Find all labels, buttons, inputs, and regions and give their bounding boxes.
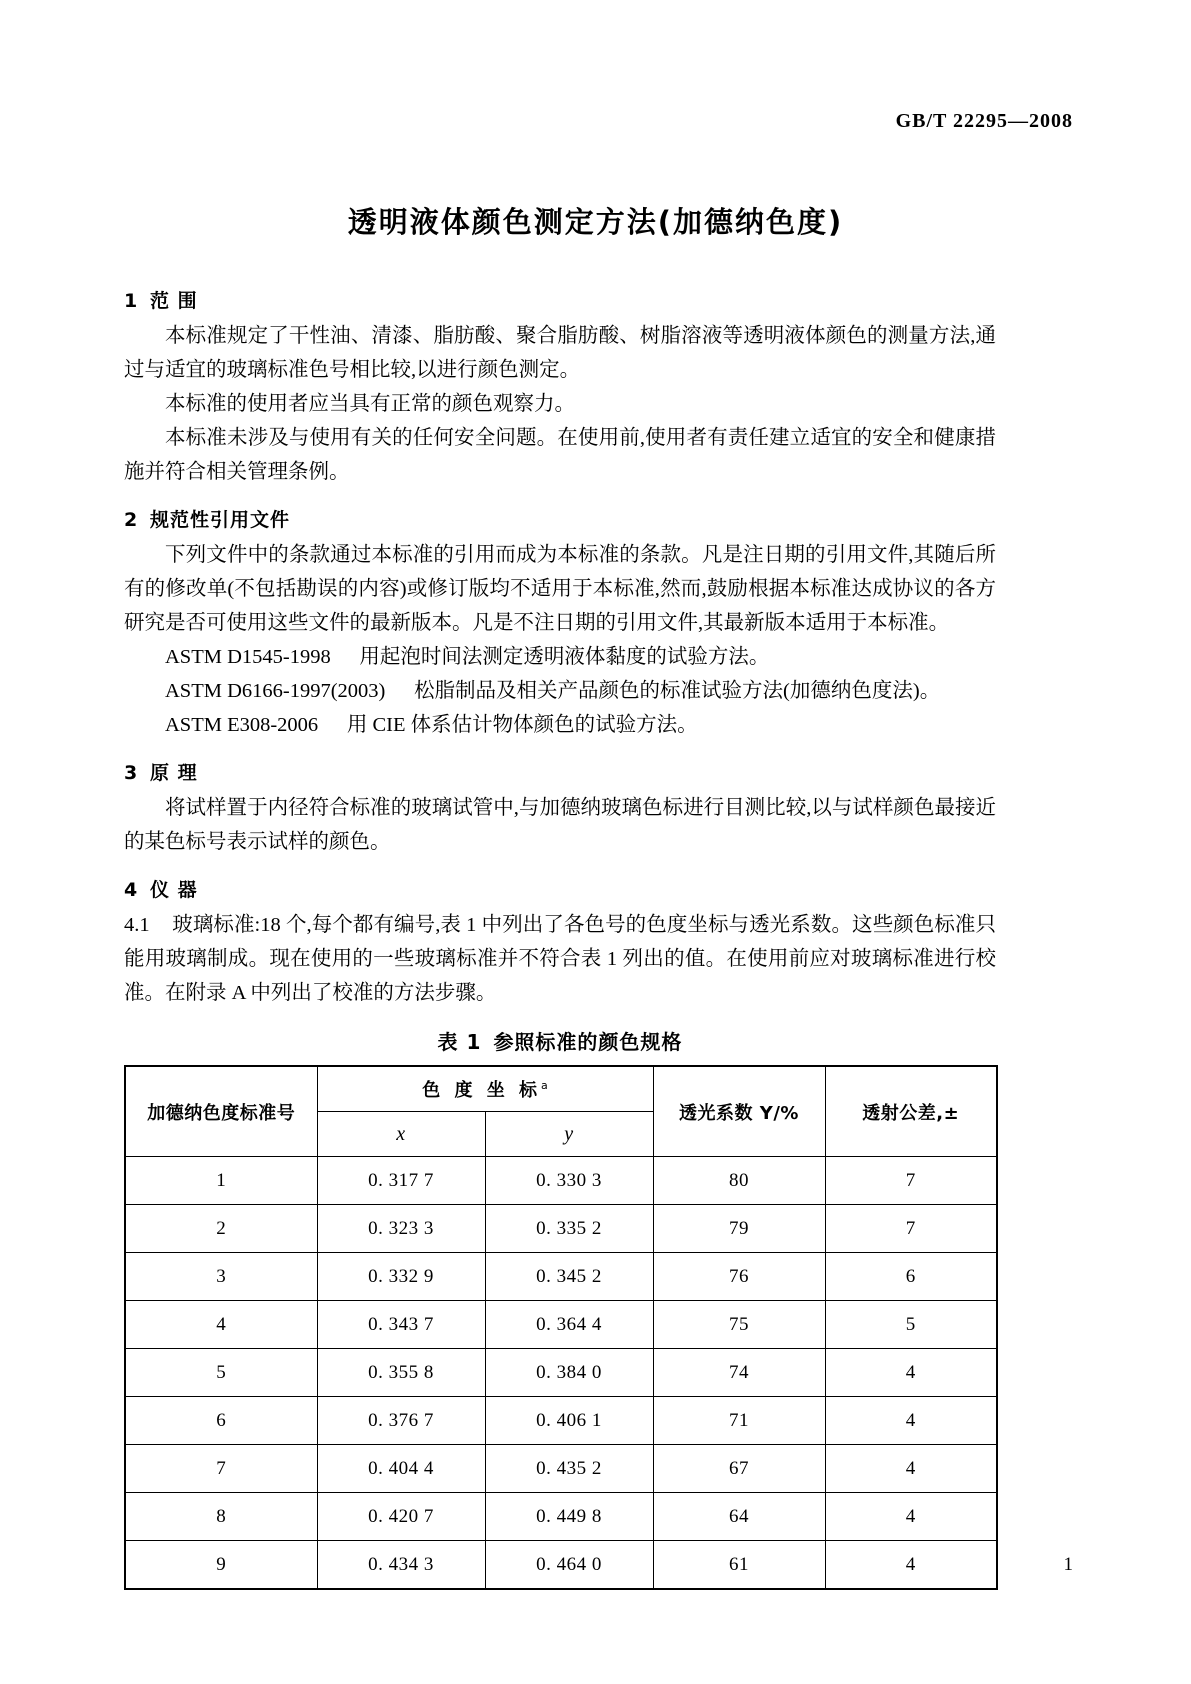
section-1-paragraph-3: 本标准未涉及与使用有关的任何安全问题。在使用前,使用者有责任建立适宜的安全和健康措施并符合相关管理条例。 bbox=[124, 427, 996, 483]
section-4-heading bbox=[124, 881, 996, 900]
section-3-heading bbox=[124, 764, 996, 783]
section-2-paragraph-1: 下列文件中的条款通过本标准的引用而成为本标准的条款。凡是注日期的引用文件,其随后所有的修改单(不包括勘误的内容)或修订版均不适用于本标准,然而,鼓励根据本标准达成协议的各方研究是否可使用这些文件的最新版本。凡是不注日期的引用文件,其最新版本适用于本标准。 bbox=[124, 544, 996, 634]
cell-y: 0. 384 0 bbox=[485, 1349, 653, 1397]
document-title: 透明液体颜色测定方法(加德纳色度) bbox=[347, 205, 844, 239]
cell-standard-number: 4 bbox=[125, 1301, 317, 1349]
cell-x: 0. 323 3 bbox=[317, 1205, 485, 1253]
reference-item bbox=[124, 640, 996, 674]
cell-x: 0. 332 9 bbox=[317, 1253, 485, 1301]
cell-standard-number: 7 bbox=[125, 1445, 317, 1493]
cell-tolerance: 7 bbox=[825, 1157, 997, 1205]
clause-4-1-number: 4.1 bbox=[124, 914, 150, 936]
table-row bbox=[125, 1541, 997, 1590]
section-1-paragraph-2: 本标准的使用者应当具有正常的颜色观察力。 bbox=[165, 393, 575, 415]
table-row bbox=[125, 1205, 997, 1253]
section-2-title: 规范性引用文件 bbox=[150, 509, 291, 531]
header-chromaticity-footnote-marker: a bbox=[541, 1079, 548, 1092]
cell-x: 0. 376 7 bbox=[317, 1397, 485, 1445]
page-number: 1 bbox=[1063, 1554, 1073, 1575]
cell-transmittance: 75 bbox=[653, 1301, 825, 1349]
cell-tolerance: 4 bbox=[825, 1397, 997, 1445]
section-3-number: 3 bbox=[124, 762, 139, 784]
reference-code: ASTM D6166-1997(2003) bbox=[165, 680, 386, 702]
table-1-label: 表 1 bbox=[437, 1030, 482, 1054]
cell-y: 0. 330 3 bbox=[485, 1157, 653, 1205]
table-row bbox=[125, 1349, 997, 1397]
section-1-heading bbox=[124, 292, 996, 311]
cell-standard-number: 6 bbox=[125, 1397, 317, 1445]
header-y-coordinate: y bbox=[485, 1112, 653, 1157]
cell-tolerance: 5 bbox=[825, 1301, 997, 1349]
clause-4-1-text: 玻璃标准:18 个,每个都有编号,表 1 中列出了各色号的色度坐标与透光系数。这些颜色标准只能用玻璃制成。现在使用的一些玻璃标准并不符合表 1 列出的值。在使用前应对玻璃标准进行校准。在附录 A 中列出了校准的方法步骤。 bbox=[124, 914, 996, 1004]
cell-y: 0. 406 1 bbox=[485, 1397, 653, 1445]
section-2-normative-references bbox=[124, 511, 996, 530]
cell-transmittance: 79 bbox=[653, 1205, 825, 1253]
table-body bbox=[125, 1157, 997, 1590]
cell-tolerance: 4 bbox=[825, 1445, 997, 1493]
reference-description: 用起泡时间法测定透明液体黏度的试验方法。 bbox=[359, 646, 770, 668]
cell-standard-number: 1 bbox=[125, 1157, 317, 1205]
cell-x: 0. 355 8 bbox=[317, 1349, 485, 1397]
reference-item bbox=[124, 708, 996, 742]
cell-standard-number: 9 bbox=[125, 1541, 317, 1590]
section-1-title: 范 围 bbox=[150, 290, 198, 312]
cell-standard-number: 2 bbox=[125, 1205, 317, 1253]
cell-tolerance: 4 bbox=[825, 1349, 997, 1397]
table-row bbox=[125, 1157, 997, 1205]
cell-x: 0. 420 7 bbox=[317, 1493, 485, 1541]
section-3-paragraph-1: 将试样置于内径符合标准的玻璃试管中,与加德纳玻璃色标进行目测比较,以与试样颜色最接近的某色标号表示试样的颜色。 bbox=[124, 797, 996, 853]
header-transmittance: 透光系数 Y/% bbox=[653, 1066, 825, 1157]
running-header-standard-code: GB/T 22295—2008 bbox=[895, 110, 1073, 132]
cell-y: 0. 364 4 bbox=[485, 1301, 653, 1349]
table-row bbox=[125, 1301, 997, 1349]
reference-description: 用 CIE 体系估计物体颜色的试验方法。 bbox=[346, 714, 698, 736]
reference-code: ASTM D1545-1998 bbox=[165, 646, 331, 668]
reference-item bbox=[124, 674, 996, 708]
reference-code: ASTM E308-2006 bbox=[165, 714, 319, 736]
cell-transmittance: 67 bbox=[653, 1445, 825, 1493]
table-row bbox=[125, 1397, 997, 1445]
section-3-principle bbox=[124, 764, 996, 783]
table-row bbox=[125, 1253, 997, 1301]
table-row bbox=[125, 1493, 997, 1541]
section-1-scope bbox=[124, 292, 996, 311]
section-2-number: 2 bbox=[124, 509, 139, 531]
section-4-title: 仪 器 bbox=[150, 879, 198, 901]
cell-transmittance: 64 bbox=[653, 1493, 825, 1541]
table-header bbox=[125, 1066, 997, 1157]
header-chromaticity-label: 色 度 坐 标 bbox=[422, 1080, 542, 1101]
cell-tolerance: 4 bbox=[825, 1493, 997, 1541]
header-standard-number: 加德纳色度标准号 bbox=[125, 1066, 317, 1157]
section-1-number: 1 bbox=[124, 290, 139, 312]
section-1-paragraph-1: 本标准规定了干性油、清漆、脂肪酸、聚合脂肪酸、树脂溶液等透明液体颜色的测量方法,通过与适宜的玻璃标准色号相比较,以进行颜色测定。 bbox=[124, 325, 996, 381]
cell-transmittance: 76 bbox=[653, 1253, 825, 1301]
table-header-row-1 bbox=[125, 1066, 997, 1112]
table-1-reference-color-specifications bbox=[124, 1065, 998, 1590]
header-chromaticity-coordinates bbox=[317, 1066, 653, 1112]
section-3-title: 原 理 bbox=[150, 762, 198, 784]
section-4-number: 4 bbox=[124, 879, 139, 901]
header-x-coordinate: x bbox=[317, 1112, 485, 1157]
table-1-caption bbox=[124, 1026, 996, 1055]
cell-y: 0. 435 2 bbox=[485, 1445, 653, 1493]
cell-transmittance: 61 bbox=[653, 1541, 825, 1590]
header-transmittance-tolerance: 透射公差,± bbox=[825, 1066, 997, 1157]
reference-description: 松脂制品及相关产品颜色的标准试验方法(加德纳色度法)。 bbox=[414, 680, 941, 702]
section-2-heading bbox=[124, 511, 996, 530]
table-1-title: 参照标准的颜色规格 bbox=[493, 1030, 683, 1054]
cell-x: 0. 317 7 bbox=[317, 1157, 485, 1205]
cell-x: 0. 434 3 bbox=[317, 1541, 485, 1590]
cell-transmittance: 71 bbox=[653, 1397, 825, 1445]
cell-standard-number: 8 bbox=[125, 1493, 317, 1541]
cell-x: 0. 343 7 bbox=[317, 1301, 485, 1349]
cell-standard-number: 3 bbox=[125, 1253, 317, 1301]
section-4-apparatus bbox=[124, 881, 996, 900]
cell-y: 0. 464 0 bbox=[485, 1541, 653, 1590]
cell-transmittance: 80 bbox=[653, 1157, 825, 1205]
cell-standard-number: 5 bbox=[125, 1349, 317, 1397]
cell-y: 0. 449 8 bbox=[485, 1493, 653, 1541]
cell-y: 0. 335 2 bbox=[485, 1205, 653, 1253]
cell-tolerance: 7 bbox=[825, 1205, 997, 1253]
cell-y: 0. 345 2 bbox=[485, 1253, 653, 1301]
cell-tolerance: 6 bbox=[825, 1253, 997, 1301]
cell-transmittance: 74 bbox=[653, 1349, 825, 1397]
document-body bbox=[124, 292, 996, 1590]
table-row bbox=[125, 1445, 997, 1493]
cell-x: 0. 404 4 bbox=[317, 1445, 485, 1493]
cell-tolerance: 4 bbox=[825, 1541, 997, 1590]
clause-4-1 bbox=[124, 908, 996, 1010]
